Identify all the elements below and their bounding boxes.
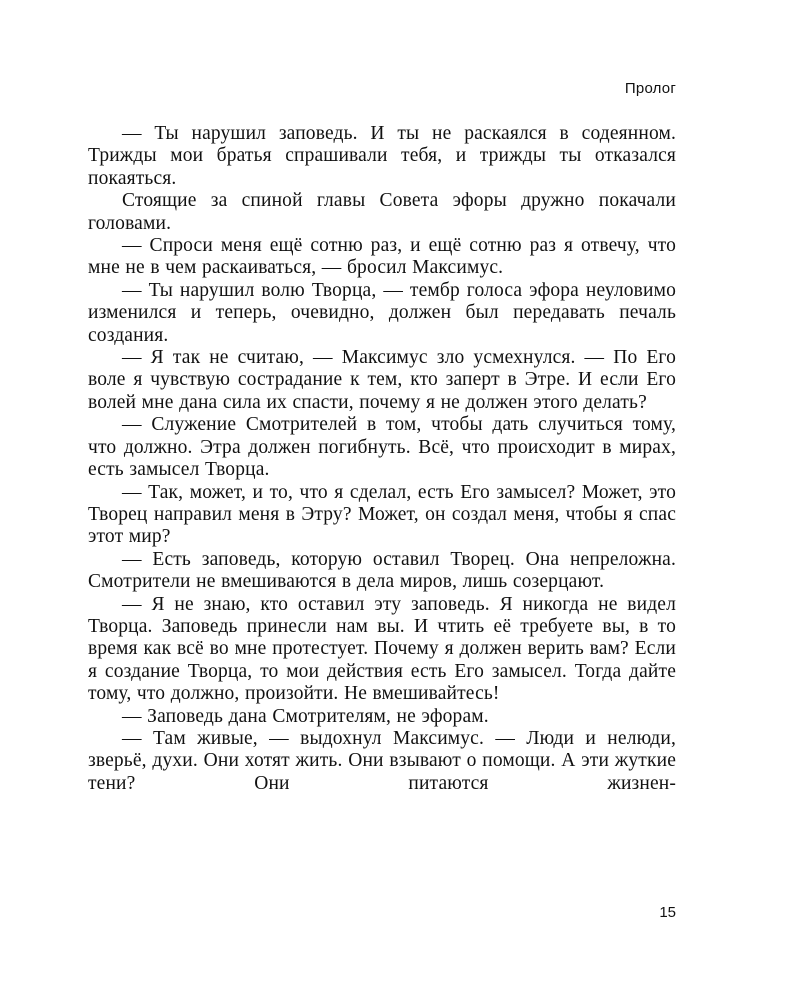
paragraph: — Служение Смотрителей в том, чтобы дать случиться тому, что должно. Этра должен погибнуть. Всё, что происходит в мирах, есть замысел Творца. (88, 414, 676, 481)
paragraph: — Спроси меня ещё сотню раз, и ещё сотню раз я отвечу, что мне не в чем раскаиваться, — бросил Максимус. (88, 235, 676, 279)
paragraph: — Так, может, и то, что я сделал, есть Его замысел? Может, это Творец направил меня в Этру? Может, он создал меня, чтобы я спас этот мир? (88, 481, 676, 548)
paragraph: — Ты нарушил волю Творца, — тембр голоса эфора неуловимо изменился и теперь, очевидно, должен был передавать печаль создания. (88, 279, 676, 346)
running-head-chapter-title: Пролог (624, 80, 676, 97)
paragraph: — Заповедь дана Смотрителям, не эфорам. (122, 705, 489, 727)
paragraph: — Ты нарушил заповедь. И ты не раскаялся в содеянном. Трижды мои братья спрашивали тебя, и трижды ты отказался покаяться. (88, 123, 676, 189)
paragraph: — Я так не считаю, — Максимус зло усмехнулся. — По Его воле я чувствую сострадание к тем, кто заперт в Этре. И если Его волей мне дана сила их спасти, почему я не должен этого делать? (88, 347, 676, 413)
paragraph: Стоящие за спиной главы Совета эфоры дружно покачали головами. (88, 190, 676, 234)
body-text (88, 123, 676, 795)
paragraph: — Там живые, — выдохнул Максимус. — Люди и нелюди, зверьё, духи. Они хотят жить. Они взывают о помощи. А эти жуткие тени? Они питаются жизнен- (88, 727, 676, 794)
page-number: 15 (659, 904, 676, 921)
paragraph: — Есть заповедь, которую оставил Творец. Она непреложна. Смотрители не вмешиваются в дела миров, лишь созерцают. (88, 548, 676, 593)
paragraph: — Я не знаю, кто оставил эту заповедь. Я никогда не видел Творца. Заповедь принесли нам вы. И чтить её требуете вы, в то время как всё во мне протестует. Почему я должен верить вам? Если я создание Творца, то мои действия есть Его замысел. Тогда дайте тому, что должно, произойти. Не вмешивайтесь! (88, 593, 676, 705)
